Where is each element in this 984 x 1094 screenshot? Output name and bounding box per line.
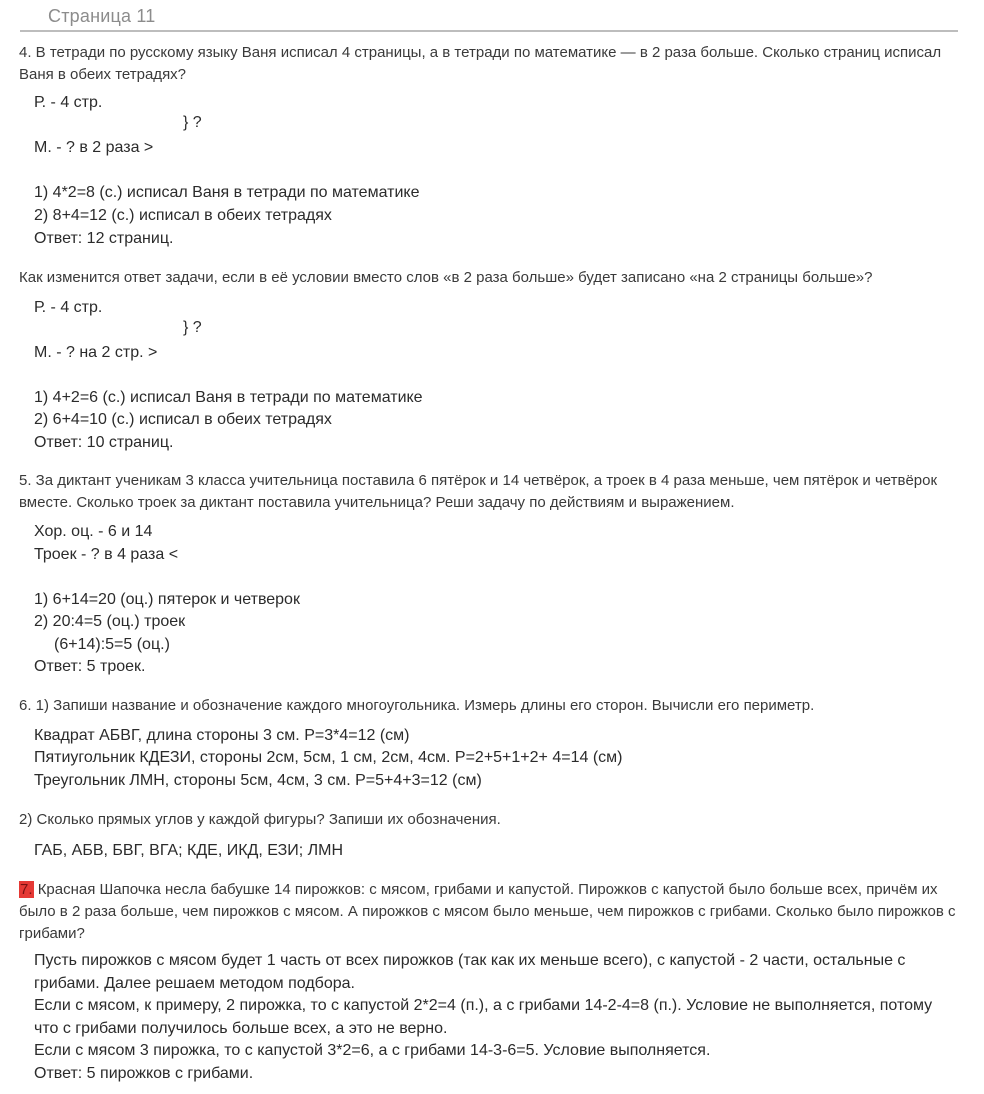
task7-answer: Ответ: 5 пирожков с грибами. [34,1064,254,1082]
task4-condition-line2: М. - ? в 2 раза > [34,139,154,156]
task5-expression: (6+14):5=5 (оц.) [54,636,170,653]
task6-question: 6. 1) Запиши название и обозначение каждого многоугольника. Измерь длины его сторон. Вычисли его периметр. [19,697,815,714]
task4-condition-line1: Р. - 4 стр. [34,94,103,111]
task5-solution-line2: 2) 20:4=5 (оц.) троек [34,613,186,630]
task6b-answer: ГАБ, АБВ, БВГ, ВГА; КДЕ, ИКД, ЕЗИ; ЛМН [34,842,344,859]
task4b-question: Как изменится ответ задачи, если в её условии вместо слов «в 2 раза больше» будет записано «на 2 страницы больше»? [19,269,873,286]
task5-question: 5. За диктант ученикам 3 класса учительница поставила 6 пятёрок и 14 четвёрок, а троек в 4 раза меньше, чем пятёрок и четвёрок вместе. Сколько троек за диктант поставила учительница? Реши задачу по действиям и выражением. [19,472,938,511]
task7-number-marker: 7. [20,881,33,898]
task6b-question: 2) Сколько прямых углов у каждой фигуры? Запиши их обозначения. [19,811,501,828]
task6-line3: Треугольник ЛМН, стороны 5см, 4см, 3 см. Р=5+4+3=12 (см) [34,772,482,789]
task4-brace: } ? [183,114,202,131]
task7-question: Красная Шапочка несла бабушке 14 пирожков: с мясом, грибами и капустой. Пирожков с капустой было больше всех, причём их было в 2 раза больше, чем пирожков с мясом. А пирожков с мясом было меньше, чем пирожков с грибами. Сколько было пирожков с грибами? [19,881,956,942]
task7-paragraph1: Пусть пирожков с мясом будет 1 часть от всех пирожков (так как их меньше всего), с капустой - 2 части, остальные с грибами. Далее решаем методом подбора. [34,952,906,992]
page-header [20,0,958,32]
task4-solution-line1: 1) 4*2=8 (с.) исписал Ваня в тетради по математике [34,184,420,201]
task7-solution [34,950,934,1085]
task4-answer: Ответ: 12 страниц. [34,230,174,247]
page-title: Страница 11 [48,6,156,26]
task4-question: 4. В тетради по русскому языку Ваня исписал 4 страницы, а в тетради по математике — в 2 раза больше. Сколько страниц исписал Ваня в обеих тетрадях? [19,44,942,83]
task6-line1: Квадрат АБВГ, длина стороны 3 см. Р=3*4=12 (см) [34,727,410,744]
task7-question-block [19,879,964,945]
task4b-solution-line2: 2) 6+4=10 (с.) исписал в обеих тетрадях [34,411,332,428]
task5-answer: Ответ: 5 троек. [34,658,146,675]
task7-paragraph3: Если с мясом 3 пирожка, то с капустой 3*2=6, а с грибами 14-3-6=5. Условие выполняется. [34,1042,711,1059]
task5-solution-line1: 1) 6+14=20 (оц.) пятерок и четверок [34,591,300,608]
task5-condition-line1: Хор. оц. - 6 и 14 [34,523,153,540]
task4b-brace: } ? [183,319,202,336]
task5-expression-row [34,634,170,657]
task4b-condition-line1: Р. - 4 стр. [34,299,103,316]
task4b-answer: Ответ: 10 страниц. [34,434,174,451]
task4b-solution-line1: 1) 4+2=6 (с.) исписал Ваня в тетради по математике [34,389,423,406]
task7-paragraph2: Если с мясом, к примеру, 2 пирожка, то с капустой 2*2=4 (п.), а с грибами 14-2-4=8 (п.). Условие не выполняется, потому что с грибами получилось больше всех, а это не верно. [34,997,933,1037]
task4b-condition-line2: М. - ? на 2 стр. > [34,344,158,361]
task4-solution-line2: 2) 8+4=12 (с.) исписал в обеих тетрадях [34,207,332,224]
task6-line2: Пятиугольник КДЕЗИ, стороны 2см, 5см, 1 см, 2см, 4см. Р=2+5+1+2+ 4=14 (см) [34,749,623,766]
task5-condition-line2: Троек - ? в 4 раза < [34,546,179,563]
